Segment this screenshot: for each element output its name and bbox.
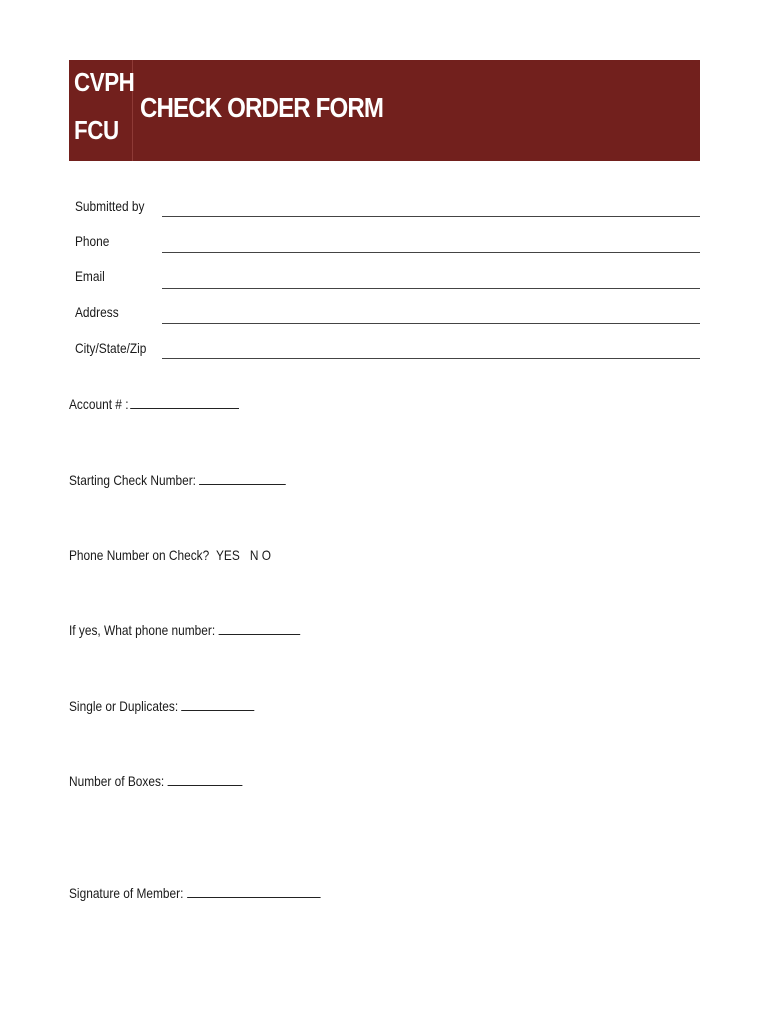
logo-text-line1: CVPH xyxy=(74,67,135,97)
if-yes-phone-label: If yes, What phone number: xyxy=(69,622,216,638)
number-of-boxes-label: Number of Boxes: xyxy=(69,773,165,789)
form-header xyxy=(69,60,700,161)
no-option[interactable]: N O xyxy=(249,547,272,563)
number-of-boxes-blank[interactable] xyxy=(168,773,243,786)
page-title: CHECK ORDER FORM xyxy=(140,92,384,123)
email-label: Email xyxy=(75,268,105,284)
signature-row xyxy=(69,885,320,901)
submitted-by-field[interactable] xyxy=(162,216,700,217)
single-or-duplicates-blank[interactable] xyxy=(182,698,255,711)
address-field[interactable] xyxy=(162,323,700,324)
signature-label: Signature of Member: xyxy=(69,885,184,901)
phone-on-check-label: Phone Number on Check? xyxy=(69,547,210,563)
signature-blank[interactable] xyxy=(187,885,320,898)
city-state-zip-field[interactable] xyxy=(162,358,700,359)
if-yes-phone-blank[interactable] xyxy=(219,622,301,635)
if-yes-phone-row xyxy=(69,622,300,638)
single-or-duplicates-label: Single or Duplicates: xyxy=(69,698,179,714)
city-state-zip-label: City/State/Zip xyxy=(75,340,147,356)
logo-text-line2: FCU xyxy=(74,115,119,145)
email-field[interactable] xyxy=(162,288,700,289)
account-blank[interactable] xyxy=(130,396,239,409)
starting-check-label: Starting Check Number: xyxy=(69,472,196,488)
phone-label: Phone xyxy=(75,233,110,249)
starting-check-row xyxy=(69,472,286,488)
account-row xyxy=(69,396,239,412)
submitted-by-label: Submitted by xyxy=(75,198,145,214)
phone-on-check-row xyxy=(69,547,271,563)
yes-option[interactable]: YES xyxy=(215,547,240,563)
starting-check-blank[interactable] xyxy=(199,472,286,485)
number-of-boxes-row xyxy=(69,773,242,789)
phone-field[interactable] xyxy=(162,252,700,253)
single-or-duplicates-row xyxy=(69,698,255,714)
logo xyxy=(69,60,133,161)
address-label: Address xyxy=(75,304,119,320)
account-label: Account # : xyxy=(69,396,129,412)
